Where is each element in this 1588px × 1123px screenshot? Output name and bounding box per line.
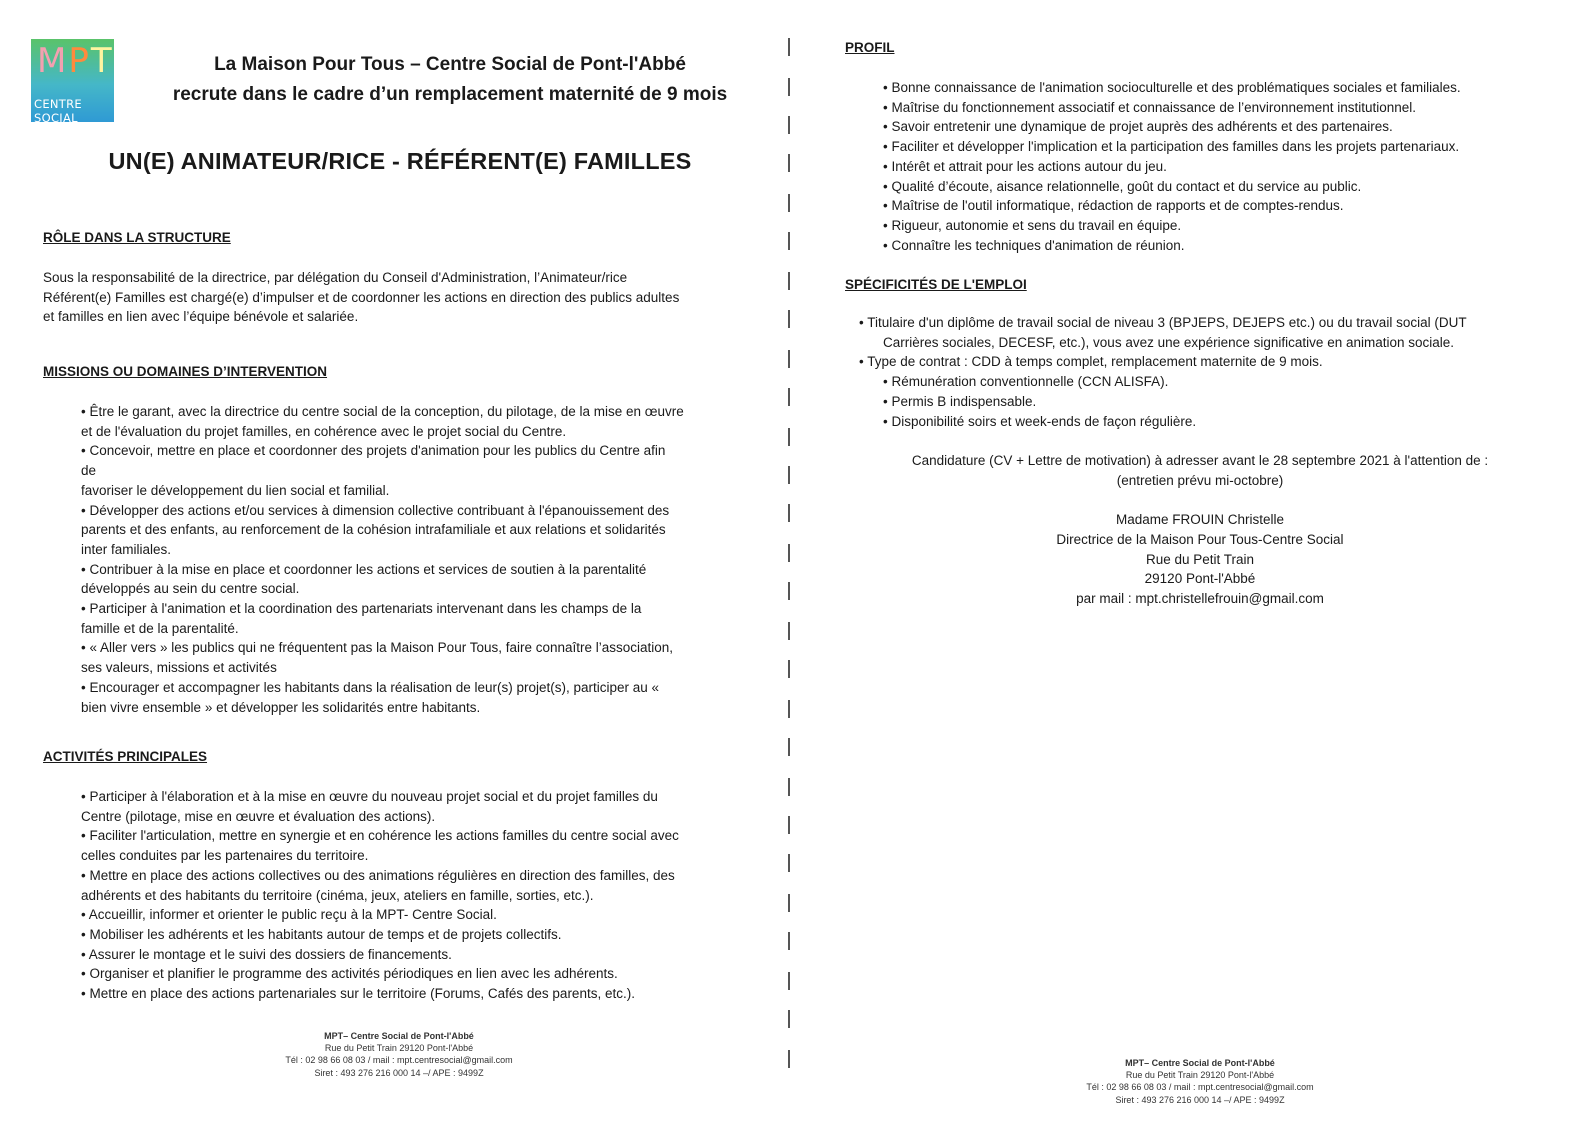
specificites-line: • Permis B indispensable. (883, 393, 1037, 409)
role-heading: RÔLE DANS LA STRUCTURE (43, 230, 231, 245)
page-title: UN(E) ANIMATEUR/RICE - RÉFÉRENT(E) FAMILLES (108, 148, 692, 174)
missions-line: et de l'évaluation du projet familles, en cohérence avec le projet social du Centre. (81, 423, 567, 439)
profil-line: • Maîtrise de l'outil informatique, rédaction de rapports et de comptes-rendus. (883, 198, 1344, 214)
footer-contact: Tél : 02 98 66 08 03 / mail : mpt.centresocial@gmail.com (1086, 1082, 1314, 1093)
footer-siret: Siret : 493 276 216 000 14 –/ APE : 9499Z (314, 1067, 484, 1078)
footer-contact: Tél : 02 98 66 08 03 / mail : mpt.centresocial@gmail.com (285, 1055, 513, 1066)
activities-heading: ACTIVITÉS PRINCIPALES (43, 749, 208, 764)
profil-line: • Faciliter et développer l'implication et la participation des familles dans les projets partenariaux. (883, 139, 1460, 155)
role-line: Référent(e) Familles est chargé(e) d’impulser et de coordonner les actions en direction des publics adultes (43, 289, 680, 305)
activities-line: • Mettre en place des actions partenariales sur le territoire (Forums, Cafés des parents, etc.). (81, 986, 635, 1002)
missions-line: bien vivre ensemble » et développer les solidarités entre habitants. (81, 699, 481, 715)
footer-title: MPT– Centre Social de Pont-l'Abbé (1125, 1058, 1275, 1068)
missions-line: inter familiales. (81, 541, 172, 557)
profil-heading: PROFIL (845, 40, 895, 55)
activities-line: • Mettre en place des actions collectives ou des animations régulières en direction des familles, des (81, 867, 675, 883)
profil-line: • Connaître les techniques d'animation de réunion. (883, 237, 1185, 253)
logo-subtitle: CENTRE SOCIAL (34, 97, 82, 122)
activities-list (81, 787, 679, 1004)
candidature-block (850, 451, 1550, 609)
footer-address: Rue du Petit Train 29120 Pont-l'Abbé (324, 1043, 474, 1054)
specificites-line: • Rémunération conventionnelle (CCN ALISFA). (883, 374, 1169, 390)
missions-line: de (81, 463, 97, 479)
role-line: Sous la responsabilité de la directrice, par délégation du Conseil d'Administration, l’Animateur/rice (43, 270, 628, 285)
activities-line: • Mobiliser les adhérents et les habitants autour de temps et de projets collectifs. (81, 926, 562, 942)
header-line-1: La Maison Pour Tous – Centre Social de Pont-l'Abbé (214, 54, 686, 75)
footer-address: Rue du Petit Train 29120 Pont-l'Abbé (1125, 1070, 1275, 1081)
profil-list (883, 78, 1461, 255)
missions-line: • Concevoir, mettre en place et coordonner des projets d'animation pour les publics du Centre afin (81, 443, 666, 459)
specificites-list (859, 313, 1467, 431)
missions-line: favoriser le développement du lien social et familial. (81, 482, 390, 498)
activities-line: Centre (pilotage, mise en œuvre et évaluation des actions). (81, 808, 436, 824)
profil-line: • Rigueur, autonomie et sens du travail en équipe. (883, 217, 1182, 233)
role-line: et familles en lien avec l’équipe bénévole et salariée. (43, 309, 359, 325)
header-title (130, 50, 770, 110)
footer-left (199, 1030, 599, 1079)
profil-line: • Intérêt et attrait pour les actions autour du jeu. (883, 158, 1167, 174)
header-line-2: recrute dans le cadre d’un remplacement maternité de 9 mois (172, 84, 728, 105)
logo-letters: MPT (37, 41, 114, 81)
activities-line: • Faciliter l'articulation, mettre en synergie et en cohérence les actions familles du centre social avec (81, 828, 679, 844)
role-text (43, 268, 679, 327)
activities-line: • Accueillir, informer et orienter le public reçu à la MPT- Centre Social. (81, 907, 497, 923)
missions-line: • Développer des actions et/ou services à dimension collective contribuant à l'épanouissement des (81, 502, 670, 518)
missions-list (81, 402, 684, 717)
specificites-line: • Type de contrat : CDD à temps complet, remplacement maternite de 9 mois. (859, 354, 1323, 370)
column-divider (783, 38, 797, 1083)
missions-heading: MISSIONS OU DOMAINES D’INTERVENTION (43, 364, 328, 379)
profil-line: • Savoir entretenir une dynamique de projet auprès des adhérents et des partenaires. (883, 119, 1393, 135)
missions-line: • Encourager et accompagner les habitants dans la réalisation de leur(s) projet(s), participer au « (81, 679, 660, 695)
activities-line: adhérents et des habitants du territoire (cinéma, jeux, ateliers en famille, sorties, etc.). (81, 887, 594, 903)
specificites-line: • Disponibilité soirs et week-ends de façon régulière. (883, 413, 1197, 429)
specificites-line: • Titulaire d'un diplôme de travail social de niveau 3 (BPJEPS, DEJEPS etc.) ou du travail social (DUT (859, 315, 1467, 330)
candidature-line-1: Candidature (CV + Lettre de motivation) à adresser avant le 28 septembre 2021 à l'attention de : (911, 453, 1489, 468)
footer-siret: Siret : 493 276 216 000 14 –/ APE : 9499Z (1115, 1094, 1285, 1105)
profil-line: • Maîtrise du fonctionnement associatif et connaissance de l’environnement institutionnel. (883, 99, 1417, 115)
missions-line: famille et de la parentalité. (81, 620, 239, 636)
contact-email[interactable]: par mail : mpt.christellefrouin@gmail.com (1076, 590, 1324, 606)
candidature-line-2: (entretien prévu mi-octobre) (1116, 472, 1284, 488)
specificites-heading: SPÉCIFICITÉS DE L'EMPLOI (845, 277, 1027, 292)
missions-line: • « Aller vers » les publics qui ne fréquentent pas la Maison Pour Tous, faire connaître l’association, (81, 640, 674, 656)
activities-line: • Organiser et planifier le programme des activités périodiques en lien avec les adhérents. (81, 966, 618, 982)
missions-line: • Participer à l'animation et la coordination des partenariats intervenant dans les champs de la (81, 601, 642, 617)
profil-line: • Qualité d’écoute, aisance relationnelle, goût du contact et du service au public. (883, 178, 1362, 194)
activities-line: • Participer à l'élaboration et à la mise en œuvre du nouveau projet social et du projet familles du (81, 789, 658, 804)
missions-line: ses valeurs, missions et activités (81, 660, 277, 676)
contact-name: Madame FROUIN Christelle (1115, 512, 1285, 528)
specificites-line: Carrières sociales, DECESF, etc.), vous avez une expérience significative en animation sociale. (883, 334, 1455, 350)
missions-line: développés au sein du centre social. (81, 581, 300, 597)
missions-line: parents et des enfants, au renforcement de la cohésion intrafamiliale et aux relations et solidarités (81, 522, 666, 538)
contact-street: Rue du Petit Train (1145, 551, 1255, 567)
profil-line: • Bonne connaissance de l'animation socioculturelle et des problématiques sociales et familiales. (883, 80, 1461, 95)
contact-city: 29120 Pont-l'Abbé (1144, 571, 1256, 587)
activities-line: • Assurer le montage et le suivi des dossiers de financements. (81, 946, 452, 962)
missions-line: • Être le garant, avec la directrice du centre social de la conception, du pilotage, de la mise en œuvre (81, 404, 684, 419)
missions-line: • Contribuer à la mise en place et coordonner les actions et services de soutien à la parentalité (81, 561, 647, 577)
footer-right (1000, 1057, 1400, 1106)
contact-role: Directrice de la Maison Pour Tous-Centre Social (1056, 531, 1344, 547)
activities-line: celles conduites par les partenaires du territoire. (81, 848, 369, 864)
footer-title: MPT– Centre Social de Pont-l'Abbé (324, 1031, 474, 1041)
mpt-logo (31, 39, 114, 122)
